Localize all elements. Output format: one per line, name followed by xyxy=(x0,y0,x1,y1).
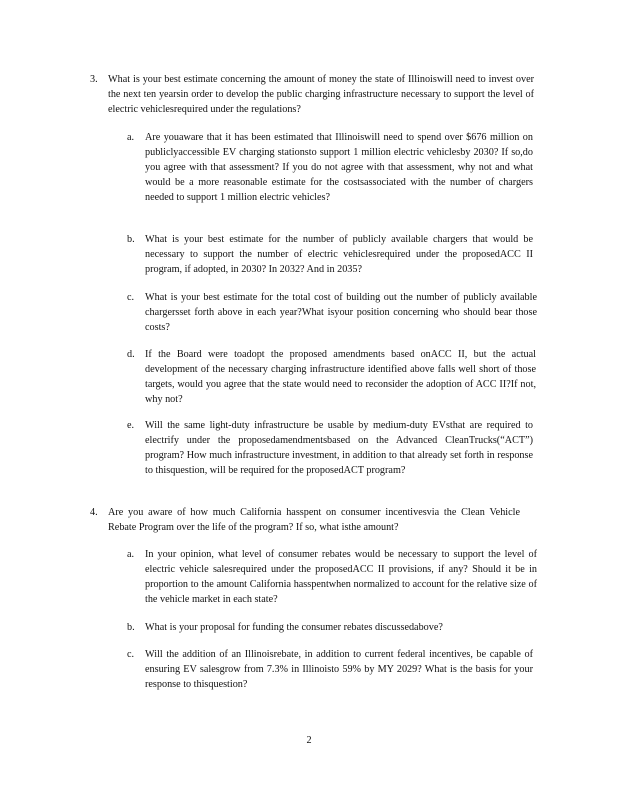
sub-text: If the Board were toadopt the proposed amendments based onACC II, but the actual development of the necessary charging infrastructure identified above falls well short of those targets, would you agree that the state would need to reconsider the adoption of ACC II?If not, why not? xyxy=(145,349,536,405)
sub-text: In your opinion, what level of consumer rebates would be necessary to support the level of electric vehicle salesrequired under the proposedACC II provisions, if any? Should it be in proportion to the amount California hasspentwhen normalized to account for the relative size of the vehicle market in each state? xyxy=(145,549,537,605)
sub-letter: a. xyxy=(127,549,135,560)
question-number: 3. xyxy=(90,74,98,85)
sub-text: Are youaware that it has been estimated that Illinoiswill need to spend over $676 million on publiclyaccessible EV charging stationsto support 1 million electric vehiclesby 2030? If so,do you agree with that assessment? If you do not agree with that assessment, why not and what would be a more reasonable estimate for the costsassociated with the number of chargers needed to support 1 million electric vehicles? xyxy=(145,132,533,203)
sub-text: What is your best estimate for the number of publicly available chargers that would be necessary to support the number of electric vehiclesrequired under the proposedACC II program, if adopted, in 2030? In 2032? And in 2035? xyxy=(145,234,533,275)
question-3 xyxy=(90,72,534,117)
sub-text: Will the same light-duty infrastructure be usable by medium-duty EVsthat are required to electrify under the proposedamendmentsbased on the Advanced CleanTrucks(“ACT”) program? How much infrastructure investment, in addition to that already set forth in response to thisquestion, will be required for the proposedACT program? xyxy=(145,420,533,476)
sub-letter: a. xyxy=(127,132,135,143)
question-4c xyxy=(127,647,533,692)
question-3a xyxy=(127,130,533,205)
question-3b xyxy=(127,232,533,277)
sub-letter: b. xyxy=(127,622,135,633)
page-number: 2 xyxy=(306,735,312,746)
sub-text: What is your best estimate for the total cost of building out the number of publicly available chargersset forth above in each year?What isyour position concerning who should bear those costs? xyxy=(145,292,537,333)
question-3e xyxy=(127,418,533,478)
question-text: What is your best estimate concerning the amount of money the state of Illinoiswill need to invest over the next ten yearsin order to develop the public charging infrastructure necessary to support the level of electric vehiclesrequired under the regulations? xyxy=(108,74,534,115)
sub-letter: c. xyxy=(127,649,135,660)
sub-text: Will the addition of an Illinoisrebate, in addition to current federal incentives, be capable of ensuring EV salesgrow from 7.3% in Illinoisto 59% by MY 2029? What is the basis for your response to thisquestion? xyxy=(145,649,533,690)
question-text: Are you aware of how much California hasspent on consumer incentivesvia the Clean Vehicle Rebate Program over the life of the program? If so, what isthe amount? xyxy=(108,507,520,533)
question-4a xyxy=(127,547,537,607)
question-3d xyxy=(127,347,536,407)
sub-letter: b. xyxy=(127,234,135,245)
sub-text: What is your proposal for funding the consumer rebates discussedabove? xyxy=(145,622,443,633)
question-3c xyxy=(127,290,537,335)
sub-letter: e. xyxy=(127,420,135,431)
question-number: 4. xyxy=(90,507,98,518)
question-4 xyxy=(90,505,520,535)
question-4b xyxy=(127,620,533,635)
sub-letter: d. xyxy=(127,349,135,360)
sub-letter: c. xyxy=(127,292,135,303)
